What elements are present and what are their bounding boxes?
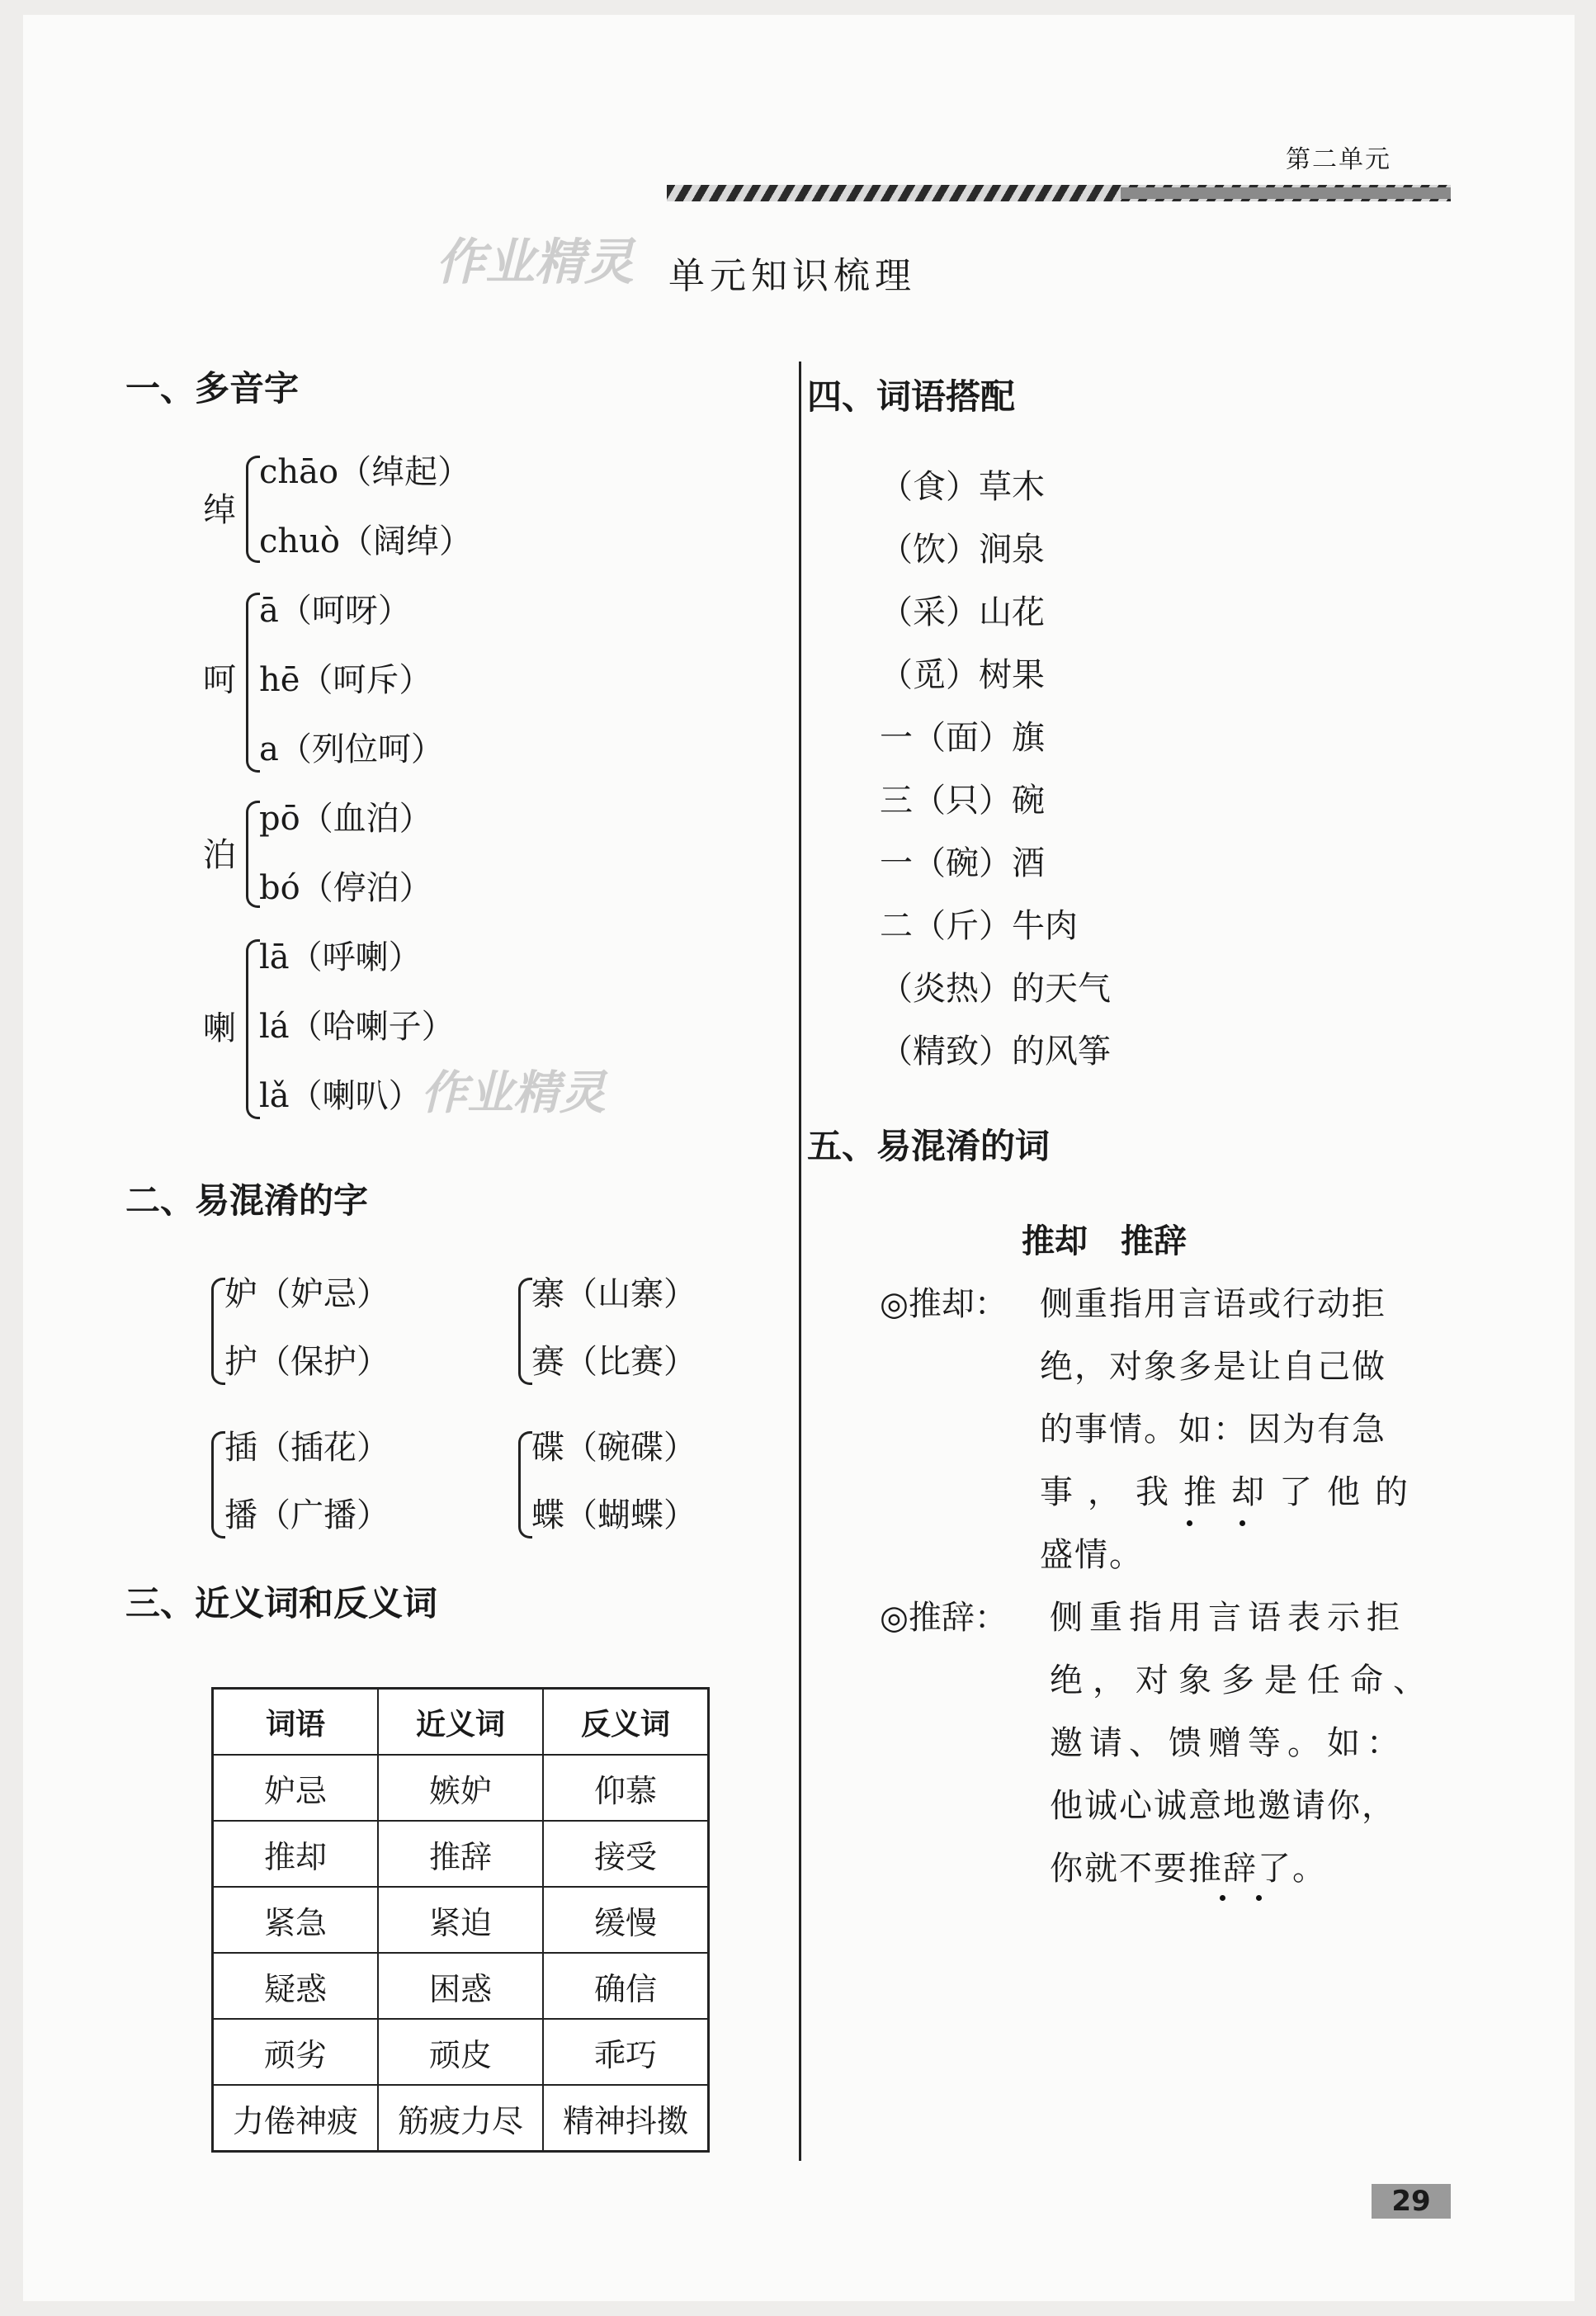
brace <box>211 1431 225 1538</box>
emphasis-dot <box>1256 1895 1262 1901</box>
collocation-item: 一（碗）酒 <box>880 844 1045 882</box>
polyphone-reading: bó（停泊） <box>259 869 432 907</box>
table-cell: 疑惑 <box>213 1953 379 2019</box>
brace <box>246 593 260 773</box>
definition-label: ◎推辞： <box>880 1599 1008 1637</box>
polyphone-reading: a（列位呵） <box>259 730 444 768</box>
polyphone-char: 泊 <box>203 836 236 874</box>
table-cell: 紧急 <box>213 1887 379 1953</box>
watermark: 作业精灵 <box>436 234 634 291</box>
brace <box>246 456 260 563</box>
definition-line: 事，我推却了他的 <box>1040 1473 1423 1511</box>
table-cell: 确信 <box>543 1953 709 2019</box>
definition-line: 侧重指用言语或行动拒 <box>1040 1285 1386 1323</box>
polyphone-char: 喇 <box>203 1009 236 1047</box>
table-row <box>213 1953 709 2019</box>
table-row <box>213 2085 709 2152</box>
collocation-item: （炎热）的天气 <box>880 970 1111 1008</box>
table-cell: 力倦神疲 <box>213 2085 379 2152</box>
table-cell: 筋疲力尽 <box>378 2085 543 2152</box>
definition-line: 他诚心诚意地邀请你， <box>1050 1787 1396 1825</box>
section-4-heading: 四、词语搭配 <box>807 376 1016 417</box>
polyphone-reading: ā（呵呀） <box>259 592 411 630</box>
confusable-char: 插（插花） <box>224 1429 390 1467</box>
table-cell: 嫉妒 <box>378 1755 543 1821</box>
table-row <box>213 2019 709 2085</box>
table-header-row <box>213 1689 709 1756</box>
polyphone-reading: chāo（绰起） <box>259 453 471 491</box>
table-row <box>213 1755 709 1821</box>
unit-label: 第二单元 <box>1286 145 1391 174</box>
table-cell: 推辞 <box>378 1821 543 1887</box>
definition-label: ◎推却： <box>880 1285 1008 1323</box>
column-header: 词语 <box>213 1689 379 1756</box>
collocation-item: （采）山花 <box>880 593 1045 631</box>
collocation-item: 三（只）碗 <box>880 782 1045 820</box>
brace <box>246 801 260 908</box>
brace <box>246 939 260 1119</box>
table-cell: 推却 <box>213 1821 379 1887</box>
section-3-heading: 三、近义词和反义词 <box>125 1583 438 1624</box>
brace <box>518 1278 532 1385</box>
polyphone-reading: lá（哈喇子） <box>259 1008 455 1046</box>
confusable-char: 寨（山寨） <box>531 1275 696 1313</box>
definition-line: 侧重指用言语表示拒 <box>1050 1599 1406 1637</box>
collocation-item: （精致）的风筝 <box>880 1033 1111 1071</box>
column-divider <box>799 362 801 2161</box>
synonym-antonym-table <box>211 1687 710 2153</box>
page-title: 单元知识梳理 <box>668 255 916 297</box>
definition-line: 邀请、馈赠等。如： <box>1050 1724 1406 1762</box>
confusable-char: 播（广播） <box>224 1496 390 1534</box>
table-row <box>213 1887 709 1953</box>
table-cell: 困惑 <box>378 1953 543 2019</box>
collocation-item: （食）草木 <box>880 468 1045 506</box>
brace <box>211 1278 225 1385</box>
collocation-item: （觅）树果 <box>880 656 1045 694</box>
emphasis-dot <box>1220 1895 1225 1901</box>
table-row <box>213 1821 709 1887</box>
brace <box>518 1431 532 1538</box>
table-cell: 顽劣 <box>213 2019 379 2085</box>
table-cell: 妒忌 <box>213 1755 379 1821</box>
polyphone-reading: lā（呼喇） <box>259 938 422 976</box>
confusable-char: 妒（妒忌） <box>224 1275 390 1313</box>
section-5-heading: 五、易混淆的词 <box>807 1126 1051 1166</box>
definition-line: 盛情。 <box>1040 1536 1144 1574</box>
confusable-char: 蝶（蝴蝶） <box>531 1496 696 1534</box>
table-cell: 接受 <box>543 1821 709 1887</box>
polyphone-reading: lǎ（喇叭） <box>259 1077 422 1115</box>
table-cell: 顽皮 <box>378 2019 543 2085</box>
polyphone-reading: chuò（阔绰） <box>259 522 473 560</box>
definition-line: 你就不要推辞了。 <box>1050 1850 1327 1888</box>
emphasis-dot <box>1239 1520 1245 1526</box>
word-pair-subtitle: 推却 推辞 <box>1022 1222 1187 1260</box>
section-2-heading: 二、易混淆的字 <box>125 1180 369 1221</box>
table-cell: 紧迫 <box>378 1887 543 1953</box>
table-cell: 乖巧 <box>543 2019 709 2085</box>
collocation-item: 二（斤）牛肉 <box>880 907 1078 945</box>
definition-line: 绝，对象多是任命、 <box>1050 1661 1436 1699</box>
column-header: 近义词 <box>378 1689 543 1756</box>
confusable-char: 碟（碗碟） <box>531 1429 696 1467</box>
watermark: 作业精灵 <box>421 1066 606 1120</box>
section-1-heading: 一、多音字 <box>125 368 300 409</box>
table-cell: 精神抖擞 <box>543 2085 709 2152</box>
collocation-item: （饮）涧泉 <box>880 531 1045 569</box>
collocation-item: 一（面）旗 <box>880 719 1045 757</box>
table-cell: 缓慢 <box>543 1887 709 1953</box>
definition-line: 绝，对象多是让自己做 <box>1040 1348 1386 1386</box>
confusable-char: 赛（比赛） <box>531 1343 696 1381</box>
definition-line: 的事情。如：因为有急 <box>1040 1411 1386 1449</box>
polyphone-char: 呵 <box>203 661 236 699</box>
column-header: 反义词 <box>543 1689 709 1756</box>
confusable-char: 护（保护） <box>224 1343 390 1381</box>
polyphone-char: 绰 <box>203 491 236 529</box>
polyphone-reading: hē（呵斥） <box>259 661 432 699</box>
polyphone-reading: pō（血泊） <box>259 800 432 838</box>
header-stripe-solid <box>1121 187 1451 199</box>
table-cell: 仰慕 <box>543 1755 709 1821</box>
page-number: 29 <box>1372 2184 1451 2219</box>
emphasis-dot <box>1187 1520 1192 1526</box>
textbook-page <box>23 15 1575 2301</box>
